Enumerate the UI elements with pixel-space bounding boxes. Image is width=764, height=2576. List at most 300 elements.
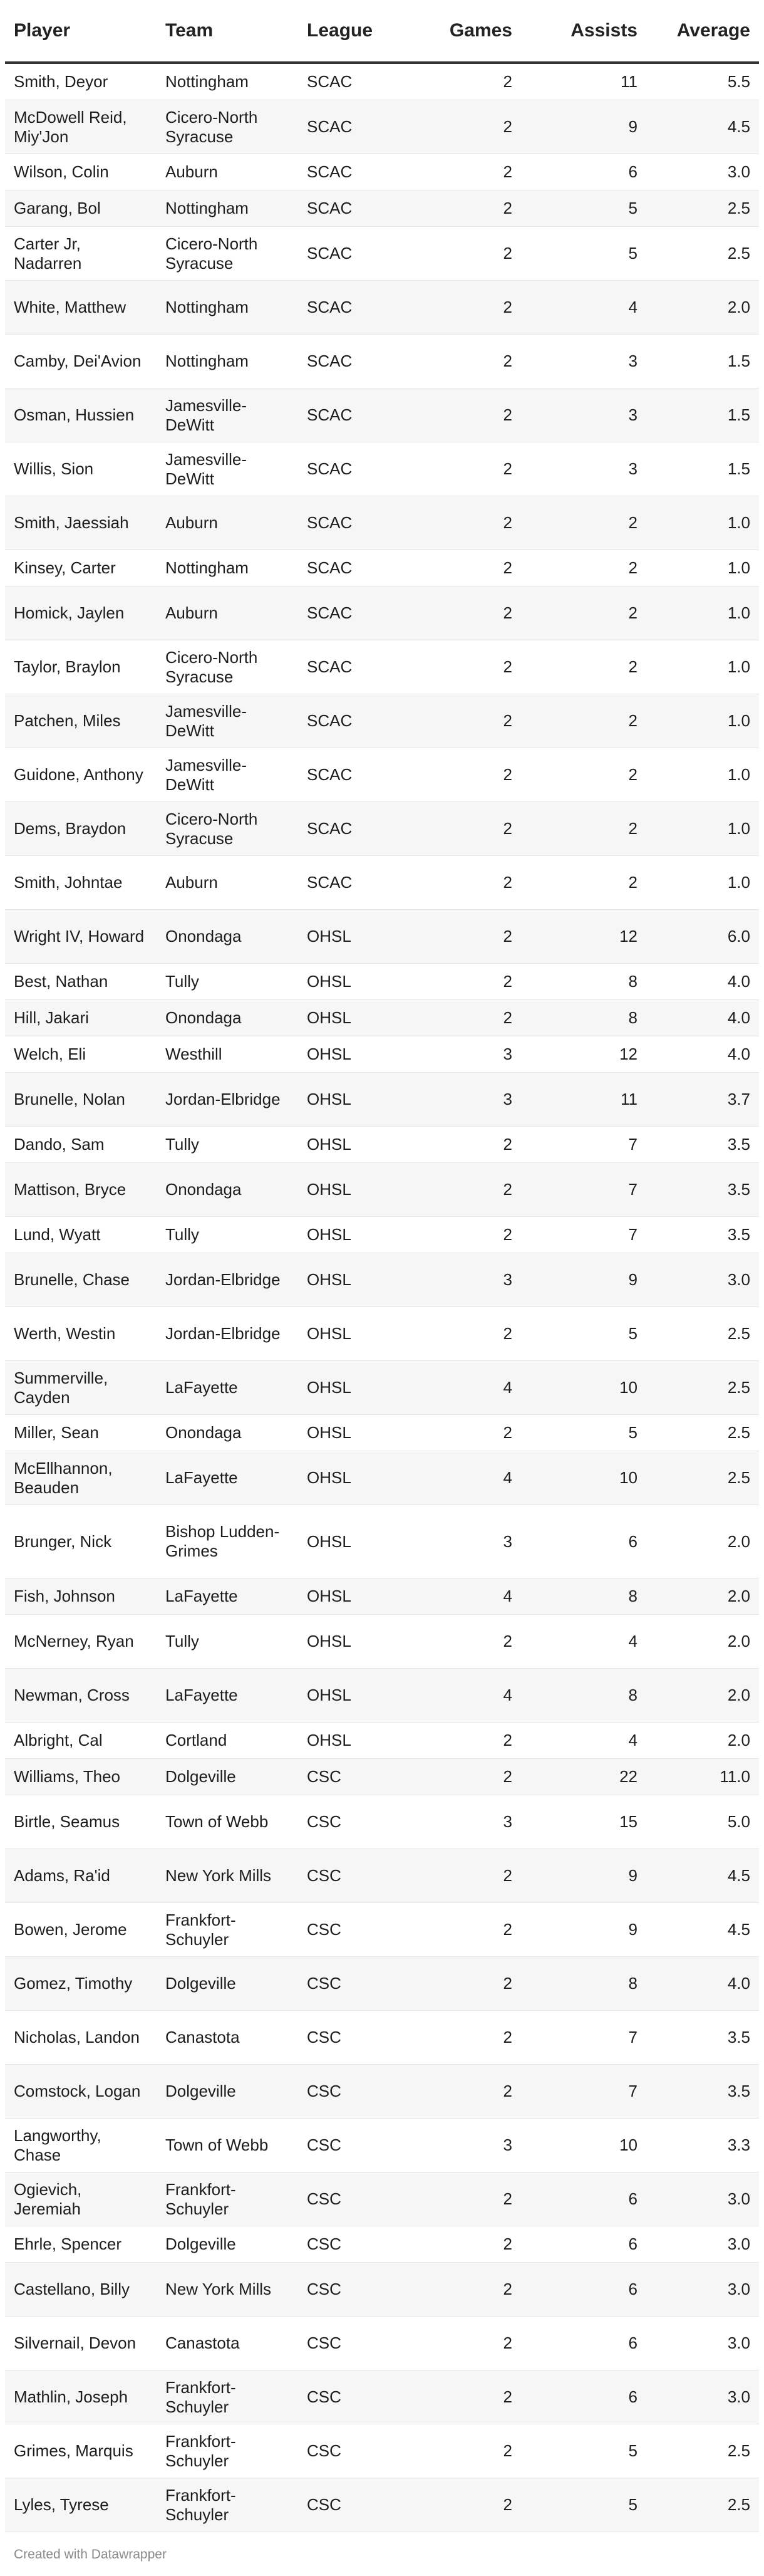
cell-team: Onondaga xyxy=(157,1163,298,1217)
cell-games: 2 xyxy=(396,1759,521,1795)
table-header-row xyxy=(5,0,759,63)
cell-player: Smith, Jaessiah xyxy=(5,496,157,550)
cell-average: 2.5 xyxy=(646,190,759,227)
cell-assists: 7 xyxy=(521,1217,646,1253)
cell-team: Canastota xyxy=(157,2317,298,2370)
cell-assists: 3 xyxy=(521,442,646,496)
cell-team: Jamesville-DeWitt xyxy=(157,388,298,442)
cell-league: SCAC xyxy=(298,802,396,856)
cell-team: Onondaga xyxy=(157,910,298,964)
cell-player: Brunger, Nick xyxy=(5,1505,157,1578)
cell-league: OHSL xyxy=(298,1073,396,1127)
cell-player: Werth, Westin xyxy=(5,1307,157,1361)
cell-player: McEllhannon, Beauden xyxy=(5,1451,157,1505)
cell-average: 2.0 xyxy=(646,1723,759,1759)
cell-player: Best, Nathan xyxy=(5,964,157,1000)
cell-assists: 6 xyxy=(521,2263,646,2317)
table-row xyxy=(5,335,759,388)
cell-player: Welch, Eli xyxy=(5,1036,157,1073)
cell-team: Frankfort-Schuyler xyxy=(157,2424,298,2478)
table-row xyxy=(5,550,759,587)
table-row xyxy=(5,1669,759,1723)
cell-games: 2 xyxy=(396,190,521,227)
cell-league: CSC xyxy=(298,2172,396,2226)
cell-assists: 6 xyxy=(521,2370,646,2424)
cell-assists: 9 xyxy=(521,1903,646,1957)
table-row xyxy=(5,388,759,442)
cell-player: Carter Jr, Nadarren xyxy=(5,227,157,281)
cell-average: 3.5 xyxy=(646,2065,759,2119)
column-header-assists[interactable]: Assists xyxy=(521,0,646,63)
cell-league: SCAC xyxy=(298,442,396,496)
cell-player: Kinsey, Carter xyxy=(5,550,157,587)
cell-average: 3.0 xyxy=(646,1253,759,1307)
table-row xyxy=(5,802,759,856)
table-row xyxy=(5,1036,759,1073)
cell-player: Birtle, Seamus xyxy=(5,1795,157,1849)
cell-league: OHSL xyxy=(298,1669,396,1723)
cell-player: Willis, Sion xyxy=(5,442,157,496)
cell-player: Grimes, Marquis xyxy=(5,2424,157,2478)
cell-player: Langworthy, Chase xyxy=(5,2119,157,2172)
cell-league: CSC xyxy=(298,1903,396,1957)
cell-games: 2 xyxy=(396,1903,521,1957)
cell-games: 2 xyxy=(396,2424,521,2478)
cell-team: Town of Webb xyxy=(157,2119,298,2172)
cell-average: 2.5 xyxy=(646,1307,759,1361)
cell-assists: 7 xyxy=(521,2065,646,2119)
cell-average: 2.0 xyxy=(646,281,759,335)
cell-league: SCAC xyxy=(298,496,396,550)
cell-team: Town of Webb xyxy=(157,1795,298,1849)
cell-games: 2 xyxy=(396,1415,521,1451)
cell-games: 2 xyxy=(396,748,521,802)
cell-team: Nottingham xyxy=(157,63,298,100)
cell-team: Jamesville-DeWitt xyxy=(157,748,298,802)
cell-assists: 2 xyxy=(521,550,646,587)
cell-assists: 4 xyxy=(521,1615,646,1669)
cell-assists: 6 xyxy=(521,2317,646,2370)
cell-assists: 5 xyxy=(521,2424,646,2478)
cell-league: CSC xyxy=(298,1849,396,1903)
table-row xyxy=(5,1000,759,1036)
cell-games: 2 xyxy=(396,63,521,100)
cell-assists: 8 xyxy=(521,1957,646,2011)
cell-games: 2 xyxy=(396,335,521,388)
cell-assists: 5 xyxy=(521,2478,646,2532)
cell-assists: 5 xyxy=(521,1415,646,1451)
cell-games: 4 xyxy=(396,1669,521,1723)
cell-average: 3.0 xyxy=(646,2226,759,2263)
cell-league: CSC xyxy=(298,2478,396,2532)
cell-games: 2 xyxy=(396,388,521,442)
cell-league: OHSL xyxy=(298,1163,396,1217)
cell-average: 2.0 xyxy=(646,1578,759,1615)
cell-assists: 6 xyxy=(521,1505,646,1578)
cell-games: 2 xyxy=(396,442,521,496)
cell-assists: 4 xyxy=(521,1723,646,1759)
cell-assists: 2 xyxy=(521,748,646,802)
cell-league: CSC xyxy=(298,2226,396,2263)
cell-league: CSC xyxy=(298,2119,396,2172)
cell-games: 2 xyxy=(396,2011,521,2065)
cell-assists: 3 xyxy=(521,388,646,442)
table-row xyxy=(5,1361,759,1415)
cell-assists: 22 xyxy=(521,1759,646,1795)
cell-league: SCAC xyxy=(298,154,396,190)
cell-games: 2 xyxy=(396,100,521,154)
column-header-team[interactable]: Team xyxy=(157,0,298,63)
table-row xyxy=(5,1578,759,1615)
cell-team: Auburn xyxy=(157,856,298,910)
cell-assists: 10 xyxy=(521,2119,646,2172)
table-row xyxy=(5,2478,759,2532)
cell-team: Auburn xyxy=(157,496,298,550)
cell-team: Dolgeville xyxy=(157,2226,298,2263)
cell-assists: 12 xyxy=(521,910,646,964)
cell-assists: 8 xyxy=(521,1578,646,1615)
table-row xyxy=(5,1253,759,1307)
table-row xyxy=(5,1505,759,1578)
cell-team: New York Mills xyxy=(157,1849,298,1903)
cell-assists: 11 xyxy=(521,63,646,100)
table-row xyxy=(5,2424,759,2478)
cell-average: 1.0 xyxy=(646,640,759,694)
cell-average: 4.5 xyxy=(646,1903,759,1957)
cell-average: 3.5 xyxy=(646,1163,759,1217)
cell-assists: 2 xyxy=(521,640,646,694)
cell-league: SCAC xyxy=(298,550,396,587)
cell-average: 1.0 xyxy=(646,748,759,802)
cell-average: 1.5 xyxy=(646,388,759,442)
cell-average: 3.7 xyxy=(646,1073,759,1127)
cell-assists: 2 xyxy=(521,802,646,856)
cell-average: 4.0 xyxy=(646,964,759,1000)
cell-player: Patchen, Miles xyxy=(5,694,157,748)
cell-average: 3.0 xyxy=(646,2172,759,2226)
cell-team: Canastota xyxy=(157,2011,298,2065)
table-row xyxy=(5,856,759,910)
cell-games: 4 xyxy=(396,1361,521,1415)
cell-games: 2 xyxy=(396,1307,521,1361)
table-row xyxy=(5,496,759,550)
cell-assists: 9 xyxy=(521,100,646,154)
cell-assists: 6 xyxy=(521,2172,646,2226)
cell-league: OHSL xyxy=(298,1723,396,1759)
cell-team: Nottingham xyxy=(157,190,298,227)
cell-team: Dolgeville xyxy=(157,2065,298,2119)
cell-average: 2.5 xyxy=(646,2424,759,2478)
cell-assists: 7 xyxy=(521,1163,646,1217)
cell-player: Guidone, Anthony xyxy=(5,748,157,802)
cell-player: Lyles, Tyrese xyxy=(5,2478,157,2532)
cell-games: 2 xyxy=(396,1957,521,2011)
cell-games: 2 xyxy=(396,1127,521,1163)
cell-team: Westhill xyxy=(157,1036,298,1073)
cell-player: Wright IV, Howard xyxy=(5,910,157,964)
table-row xyxy=(5,100,759,154)
cell-team: Jordan-Elbridge xyxy=(157,1073,298,1127)
cell-assists: 4 xyxy=(521,281,646,335)
cell-league: OHSL xyxy=(298,1615,396,1669)
cell-player: White, Matthew xyxy=(5,281,157,335)
cell-games: 2 xyxy=(396,910,521,964)
cell-games: 2 xyxy=(396,856,521,910)
cell-league: CSC xyxy=(298,2370,396,2424)
cell-games: 2 xyxy=(396,2065,521,2119)
cell-player: Mathlin, Joseph xyxy=(5,2370,157,2424)
table-row xyxy=(5,1163,759,1217)
cell-player: Adams, Ra'id xyxy=(5,1849,157,1903)
table-body xyxy=(5,63,759,2532)
cell-average: 1.5 xyxy=(646,442,759,496)
cell-league: CSC xyxy=(298,2317,396,2370)
cell-team: Bishop Ludden-Grimes xyxy=(157,1505,298,1578)
cell-team: Nottingham xyxy=(157,550,298,587)
cell-team: Nottingham xyxy=(157,335,298,388)
cell-league: OHSL xyxy=(298,1307,396,1361)
cell-league: OHSL xyxy=(298,964,396,1000)
cell-player: Castellano, Billy xyxy=(5,2263,157,2317)
cell-assists: 9 xyxy=(521,1253,646,1307)
cell-league: CSC xyxy=(298,1957,396,2011)
cell-league: CSC xyxy=(298,2011,396,2065)
table-row xyxy=(5,2317,759,2370)
cell-player: Garang, Bol xyxy=(5,190,157,227)
cell-average: 1.5 xyxy=(646,335,759,388)
cell-player: Mattison, Bryce xyxy=(5,1163,157,1217)
cell-team: Jamesville-DeWitt xyxy=(157,694,298,748)
cell-league: SCAC xyxy=(298,640,396,694)
table-row xyxy=(5,1723,759,1759)
cell-player: Nicholas, Landon xyxy=(5,2011,157,2065)
cell-league: OHSL xyxy=(298,1127,396,1163)
cell-average: 3.0 xyxy=(646,154,759,190)
cell-league: CSC xyxy=(298,2263,396,2317)
table-row xyxy=(5,2172,759,2226)
cell-league: OHSL xyxy=(298,1505,396,1578)
cell-league: CSC xyxy=(298,2424,396,2478)
cell-team: Auburn xyxy=(157,154,298,190)
cell-player: Smith, Deyor xyxy=(5,63,157,100)
cell-league: OHSL xyxy=(298,1253,396,1307)
cell-average: 4.5 xyxy=(646,100,759,154)
cell-team: LaFayette xyxy=(157,1669,298,1723)
cell-games: 2 xyxy=(396,2317,521,2370)
cell-team: Cicero-North Syracuse xyxy=(157,100,298,154)
table-row xyxy=(5,748,759,802)
cell-team: LaFayette xyxy=(157,1578,298,1615)
cell-team: LaFayette xyxy=(157,1451,298,1505)
cell-games: 3 xyxy=(396,1036,521,1073)
cell-team: Jamesville-DeWitt xyxy=(157,442,298,496)
table-row xyxy=(5,2226,759,2263)
cell-games: 3 xyxy=(396,1505,521,1578)
cell-team: Nottingham xyxy=(157,281,298,335)
cell-player: Osman, Hussien xyxy=(5,388,157,442)
column-header-average[interactable]: Average xyxy=(646,0,759,63)
cell-assists: 7 xyxy=(521,1127,646,1163)
column-header-player[interactable]: Player xyxy=(5,0,157,63)
cell-average: 1.0 xyxy=(646,496,759,550)
cell-average: 2.0 xyxy=(646,1669,759,1723)
cell-league: OHSL xyxy=(298,1036,396,1073)
column-header-league[interactable]: League xyxy=(298,0,396,63)
cell-games: 2 xyxy=(396,1217,521,1253)
cell-player: Summerville, Cayden xyxy=(5,1361,157,1415)
table-row xyxy=(5,190,759,227)
cell-team: Dolgeville xyxy=(157,1957,298,2011)
cell-games: 2 xyxy=(396,1163,521,1217)
column-header-games[interactable]: Games xyxy=(396,0,521,63)
cell-average: 2.0 xyxy=(646,1615,759,1669)
cell-assists: 6 xyxy=(521,154,646,190)
cell-league: OHSL xyxy=(298,1217,396,1253)
cell-assists: 11 xyxy=(521,1073,646,1127)
cell-league: CSC xyxy=(298,1795,396,1849)
cell-games: 2 xyxy=(396,694,521,748)
cell-average: 3.3 xyxy=(646,2119,759,2172)
cell-average: 1.0 xyxy=(646,550,759,587)
cell-games: 3 xyxy=(396,1253,521,1307)
cell-player: Silvernail, Devon xyxy=(5,2317,157,2370)
cell-team: Tully xyxy=(157,1127,298,1163)
table-row xyxy=(5,1451,759,1505)
cell-team: Tully xyxy=(157,964,298,1000)
cell-player: Albright, Cal xyxy=(5,1723,157,1759)
cell-assists: 15 xyxy=(521,1795,646,1849)
table-row xyxy=(5,640,759,694)
cell-games: 2 xyxy=(396,1000,521,1036)
cell-average: 1.0 xyxy=(646,856,759,910)
cell-games: 2 xyxy=(396,154,521,190)
table-row xyxy=(5,1073,759,1127)
table-row xyxy=(5,442,759,496)
cell-games: 2 xyxy=(396,2370,521,2424)
cell-average: 3.5 xyxy=(646,2011,759,2065)
cell-games: 2 xyxy=(396,587,521,640)
cell-league: OHSL xyxy=(298,1361,396,1415)
cell-team: Cicero-North Syracuse xyxy=(157,802,298,856)
cell-average: 1.0 xyxy=(646,587,759,640)
cell-team: LaFayette xyxy=(157,1361,298,1415)
cell-assists: 8 xyxy=(521,964,646,1000)
table-row xyxy=(5,1957,759,2011)
cell-assists: 2 xyxy=(521,856,646,910)
cell-average: 3.0 xyxy=(646,2263,759,2317)
table-row xyxy=(5,1759,759,1795)
cell-league: CSC xyxy=(298,2065,396,2119)
cell-average: 3.0 xyxy=(646,2370,759,2424)
cell-team: Cortland xyxy=(157,1723,298,1759)
cell-player: Dems, Braydon xyxy=(5,802,157,856)
cell-player: Gomez, Timothy xyxy=(5,1957,157,2011)
cell-average: 3.5 xyxy=(646,1217,759,1253)
cell-assists: 10 xyxy=(521,1451,646,1505)
cell-games: 2 xyxy=(396,2226,521,2263)
cell-team: New York Mills xyxy=(157,2263,298,2317)
cell-team: Tully xyxy=(157,1217,298,1253)
cell-league: SCAC xyxy=(298,694,396,748)
cell-team: Dolgeville xyxy=(157,1759,298,1795)
cell-average: 2.5 xyxy=(646,1415,759,1451)
cell-games: 2 xyxy=(396,227,521,281)
cell-assists: 7 xyxy=(521,2011,646,2065)
cell-team: Frankfort-Schuyler xyxy=(157,1903,298,1957)
table-row xyxy=(5,1307,759,1361)
table-row xyxy=(5,63,759,100)
cell-league: OHSL xyxy=(298,1000,396,1036)
cell-games: 2 xyxy=(396,964,521,1000)
cell-league: OHSL xyxy=(298,910,396,964)
cell-team: Tully xyxy=(157,1615,298,1669)
cell-games: 2 xyxy=(396,802,521,856)
cell-team: Frankfort-Schuyler xyxy=(157,2478,298,2532)
cell-games: 2 xyxy=(396,1615,521,1669)
cell-team: Onondaga xyxy=(157,1000,298,1036)
table-row xyxy=(5,694,759,748)
cell-assists: 3 xyxy=(521,335,646,388)
cell-assists: 2 xyxy=(521,496,646,550)
cell-games: 2 xyxy=(396,1723,521,1759)
cell-average: 4.0 xyxy=(646,1000,759,1036)
cell-games: 2 xyxy=(396,550,521,587)
cell-assists: 5 xyxy=(521,227,646,281)
cell-player: Wilson, Colin xyxy=(5,154,157,190)
cell-player: Lund, Wyatt xyxy=(5,1217,157,1253)
cell-average: 2.0 xyxy=(646,1505,759,1578)
cell-player: McNerney, Ryan xyxy=(5,1615,157,1669)
cell-assists: 6 xyxy=(521,2226,646,2263)
cell-average: 4.5 xyxy=(646,1849,759,1903)
cell-league: OHSL xyxy=(298,1415,396,1451)
cell-player: Newman, Cross xyxy=(5,1669,157,1723)
footer-credit: Created with Datawrapper xyxy=(14,2547,167,2562)
cell-average: 6.0 xyxy=(646,910,759,964)
table-row xyxy=(5,964,759,1000)
cell-player: Hill, Jakari xyxy=(5,1000,157,1036)
cell-average: 4.0 xyxy=(646,1957,759,2011)
table-row xyxy=(5,910,759,964)
cell-games: 2 xyxy=(396,496,521,550)
cell-league: CSC xyxy=(298,1759,396,1795)
cell-league: SCAC xyxy=(298,190,396,227)
cell-player: Taylor, Braylon xyxy=(5,640,157,694)
cell-league: SCAC xyxy=(298,335,396,388)
table-row xyxy=(5,1849,759,1903)
cell-games: 2 xyxy=(396,640,521,694)
cell-league: SCAC xyxy=(298,748,396,802)
cell-assists: 8 xyxy=(521,1669,646,1723)
table-row xyxy=(5,227,759,281)
cell-player: Brunelle, Chase xyxy=(5,1253,157,1307)
table-row xyxy=(5,2119,759,2172)
cell-player: Camby, Dei'Avion xyxy=(5,335,157,388)
cell-league: SCAC xyxy=(298,587,396,640)
cell-games: 2 xyxy=(396,2172,521,2226)
table-row xyxy=(5,1217,759,1253)
cell-assists: 2 xyxy=(521,694,646,748)
cell-average: 3.0 xyxy=(646,2317,759,2370)
cell-league: SCAC xyxy=(298,227,396,281)
cell-average: 5.0 xyxy=(646,1795,759,1849)
cell-assists: 12 xyxy=(521,1036,646,1073)
cell-average: 2.5 xyxy=(646,2478,759,2532)
cell-games: 3 xyxy=(396,1795,521,1849)
cell-average: 1.0 xyxy=(646,802,759,856)
cell-player: Comstock, Logan xyxy=(5,2065,157,2119)
cell-assists: 10 xyxy=(521,1361,646,1415)
